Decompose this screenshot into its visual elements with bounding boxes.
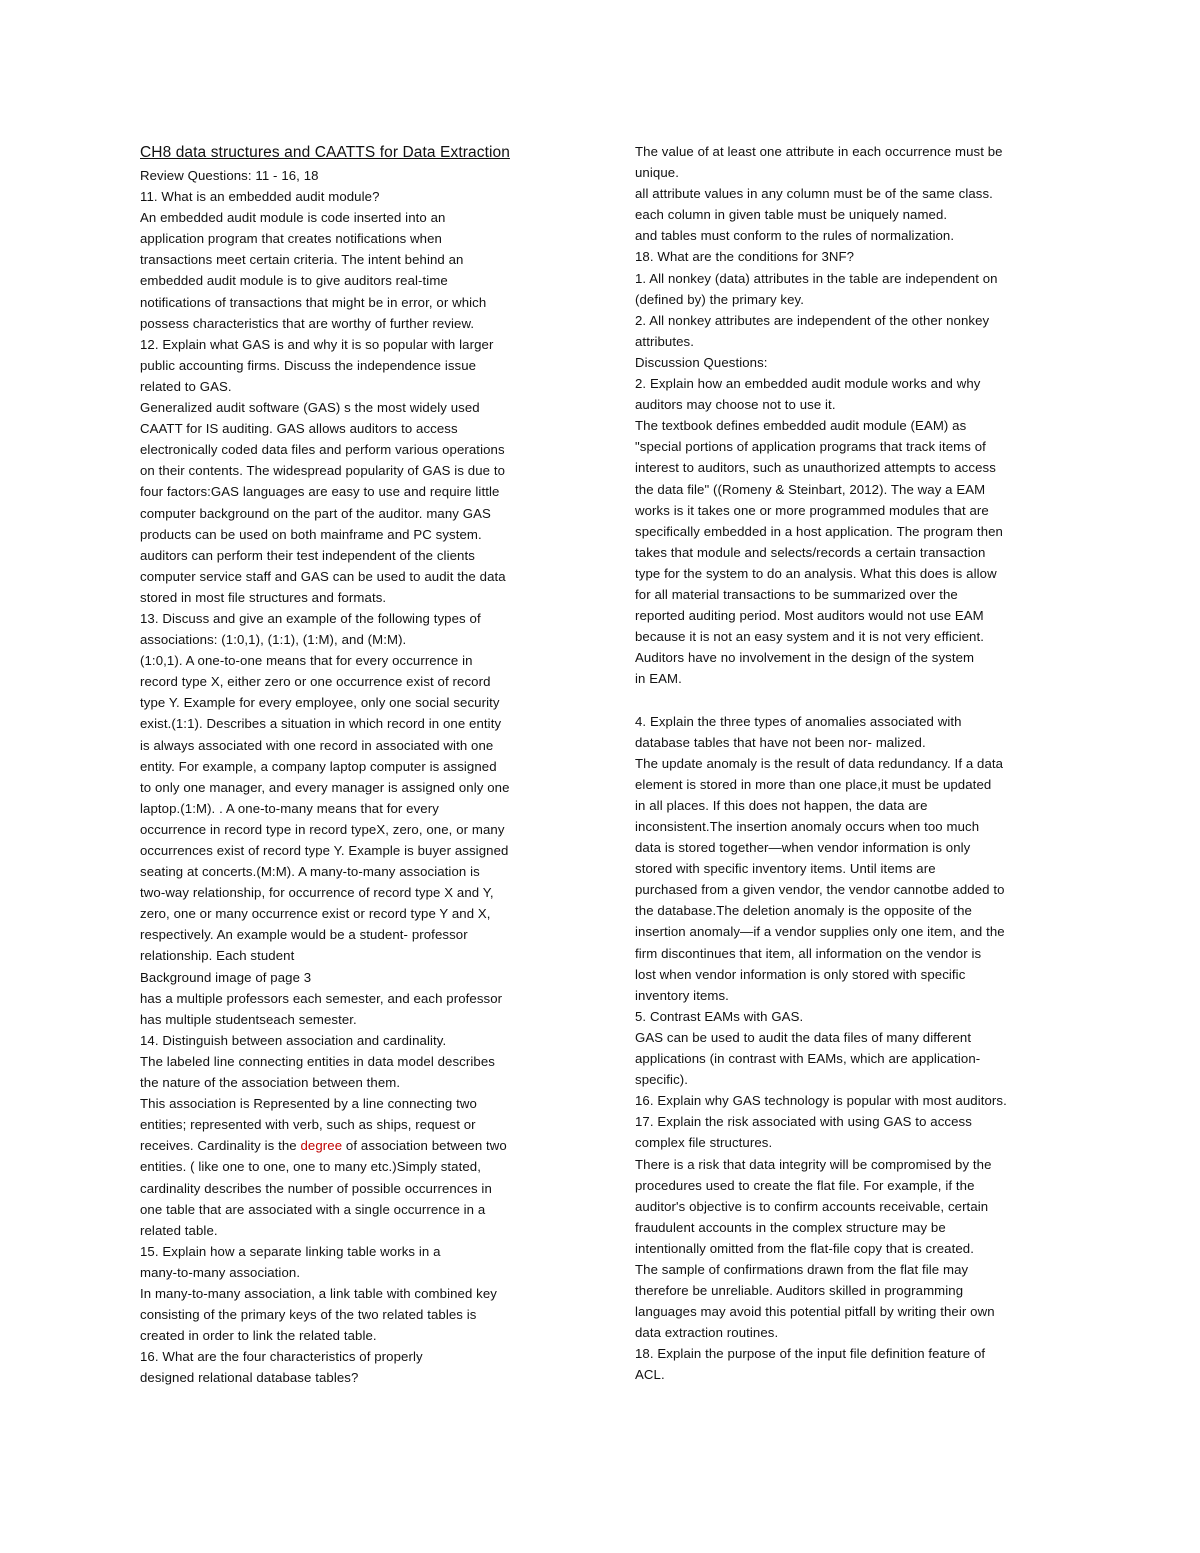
text-line: 14. Distinguish between association and cardinality. [140, 1032, 447, 1048]
text-line: notifications of transactions that might be in error, or which [140, 294, 487, 310]
left-column [140, 141, 568, 1388]
text-line: related table. [140, 1222, 218, 1238]
text-line: insertion anomaly—if a vendor supplies only one item, and the [635, 924, 1005, 940]
text-line: Discussion Questions: [635, 354, 768, 370]
text-line: Auditors have no involvement in the design of the system [635, 650, 975, 666]
text-line: The update anomaly is the result of data redundancy. If a data [635, 755, 1004, 771]
text-line: complex file structures. [635, 1135, 773, 1151]
text-line: the nature of the association between them. [140, 1075, 401, 1091]
text-line: firm discontinues that item, all information on the vendor is [635, 945, 982, 961]
text-line: reported auditing period. Most auditors would not use EAM [635, 608, 984, 624]
text-line: products can be used on both mainframe and PC system. [140, 526, 482, 542]
text-line: stored in most file structures and formats. [140, 589, 387, 605]
text-line: electronically coded data files and perform various operations [140, 442, 505, 458]
text-line: exist.(1:1). Describes a situation in which record in one entity [140, 716, 502, 732]
cardinality-line [140, 1135, 568, 1156]
text-line: seating at concerts.(M:M). A many-to-many association is [140, 864, 480, 880]
cardinality-text-before: receives. Cardinality is the [140, 1138, 301, 1154]
text-line: consisting of the primary keys of the two related tables is [140, 1307, 477, 1323]
text-line: attributes. [635, 333, 695, 349]
text-line: 11. What is an embedded audit module? [140, 189, 380, 205]
text-line: respectively. An example would be a student- professor [140, 927, 468, 943]
text-line: The labeled line connecting entities in data model describes [140, 1053, 495, 1069]
text-line: (1:0,1). A one-to-one means that for every occurrence in [140, 653, 473, 669]
text-line: four factors:GAS languages are easy to use and require little [140, 484, 500, 500]
text-line: all attribute values in any column must be of the same class. [635, 186, 993, 202]
text-line: computer background on the part of the auditor. many GAS [140, 505, 491, 521]
text-line: 18. Explain the purpose of the input file definition feature of [635, 1346, 986, 1362]
text-line: public accounting firms. Discuss the independence issue [140, 357, 477, 373]
text-line: lost when vendor information is only stored with specific [635, 966, 966, 982]
text-line: on their contents. The widespread popularity of GAS is due to [140, 463, 506, 479]
text-line: The textbook defines embedded audit module (EAM) as [635, 418, 967, 434]
text-line: inconsistent.The insertion anomaly occurs when too much [635, 819, 980, 834]
left-column-lines [140, 165, 568, 1135]
text-line: works is it takes one or more programmed modules that are [635, 502, 989, 518]
text-line: 13. Discuss and give an example of the following types of [140, 610, 481, 626]
cardinality-text-after: of association between two [342, 1138, 507, 1154]
text-line: unique. [635, 165, 679, 181]
text-line: zero, one or many occurrence exist or record type Y and X, [140, 906, 491, 922]
text-line: The sample of confirmations drawn from the flat file may [635, 1261, 969, 1277]
text-line: has a multiple professors each semester, and each professor [140, 990, 503, 1006]
text-line: This association is Represented by a line connecting two [140, 1096, 477, 1112]
text-line: auditors can perform their test independent of the clients [140, 547, 475, 563]
text-line: the data file" ((Romeny & Steinbart, 2012). The way a EAM [635, 481, 986, 497]
text-line: fraudulent accounts in the complex structure may be [635, 1219, 946, 1235]
text-line: therefore be unreliable. Auditors skilled in programming [635, 1283, 964, 1299]
text-line: relationship. Each student [140, 948, 295, 964]
text-line: computer service staff and GAS can be used to audit the data [140, 568, 506, 584]
text-line: Generalized audit software (GAS) s the most widely used [140, 400, 480, 416]
paragraph-spacer [635, 689, 1065, 710]
text-line: element is stored in more than one place,it must be updated [635, 776, 992, 792]
text-line: for all material transactions to be summarized over the [635, 586, 958, 602]
text-line: has multiple studentseach semester. [140, 1011, 357, 1027]
text-line: two-way relationship, for occurrence of record type X and Y, [140, 885, 494, 901]
text-line: possess characteristics that are worthy of further review. [140, 315, 475, 331]
text-line: cardinality describes the number of possible occurrences in [140, 1180, 492, 1196]
text-line: 2. All nonkey attributes are independent of the other nonkey [635, 312, 990, 328]
text-line: entities. ( like one to one, one to many etc.)Simply stated, [140, 1159, 481, 1175]
text-line: related to GAS. [140, 378, 232, 394]
text-line: Background image of page 3 [140, 969, 312, 985]
text-line: (defined by) the primary key. [635, 291, 805, 307]
text-line: 12. Explain what GAS is and why it is so popular with larger [140, 336, 494, 352]
text-line: many-to-many association. [140, 1264, 301, 1280]
text-line: specific). [635, 1072, 689, 1088]
text-line: inventory items. [635, 987, 729, 1003]
text-line: associations: (1:0,1), (1:1), (1:M), and (M:M). [140, 632, 407, 648]
text-line: There is a risk that data integrity will be compromised by the [635, 1156, 992, 1172]
text-line: transactions meet certain criteria. The intent behind an [140, 252, 464, 268]
text-line: type for the system to do an analysis. What this does is allow [635, 565, 997, 581]
text-line: in all places. If this does not happen, the data are [635, 797, 928, 813]
text-line: to only one manager, and every manager is assigned only one [140, 779, 510, 795]
text-line: because it is not an easy system and it is not very efficient. [635, 629, 985, 645]
text-line: 16. Explain why GAS technology is popular with most auditors. [635, 1093, 1007, 1109]
text-line: An embedded audit module is code inserted into an [140, 210, 446, 226]
text-line: in EAM. [635, 671, 682, 687]
left-column-tail [140, 1156, 568, 1388]
text-line: auditors may choose not to use it. [635, 397, 836, 413]
text-line: 15. Explain how a separate linking table works in a [140, 1243, 441, 1259]
text-line: record type X, either zero or one occurrence exist of record [140, 674, 491, 690]
document-title: CH8 data structures and CAATTS for Data Extraction [140, 144, 510, 161]
right-column-section-a [635, 141, 1065, 689]
text-line: 2. Explain how an embedded audit module works and why [635, 376, 981, 392]
text-line: In many-to-many association, a link table with combined key [140, 1285, 497, 1301]
right-column [635, 141, 1065, 1386]
text-line: 18. What are the conditions for 3NF? [635, 249, 855, 265]
text-line: The value of at least one attribute in each occurrence must be [635, 144, 1003, 159]
text-line: occurrence in record type in record typeX, zero, one, or many [140, 821, 505, 837]
text-line: data extraction routines. [635, 1325, 779, 1341]
text-line: entities; represented with verb, such as ships, request or [140, 1117, 476, 1133]
text-line: embedded audit module is to give auditors real-time [140, 273, 448, 289]
text-line: each column in given table must be uniquely named. [635, 207, 948, 223]
text-line: 17. Explain the risk associated with using GAS to access [635, 1114, 972, 1130]
text-line: occurrences exist of record type Y. Example is buyer assigned [140, 843, 509, 858]
text-line: specifically embedded in a host application. The program then [635, 523, 1003, 539]
text-line: stored with specific inventory items. Until items are [635, 861, 936, 877]
text-line: ACL. [635, 1367, 665, 1383]
text-line: data is stored together—when vendor information is only [635, 840, 971, 856]
text-line: 4. Explain the three types of anomalies associated with [635, 713, 962, 729]
text-line: the database.The deletion anomaly is the opposite of the [635, 903, 972, 919]
text-line: GAS can be used to audit the data files of many different [635, 1029, 972, 1045]
text-line: applications (in contrast with EAMs, which are application- [635, 1051, 981, 1067]
text-line: application program that creates notifications when [140, 231, 442, 247]
text-line: takes that module and selects/records a certain transaction [635, 544, 986, 560]
right-column-section-b [635, 711, 1065, 1386]
text-line: Review Questions: 11 - 16, 18 [140, 168, 319, 183]
text-line: database tables that have not been nor- malized. [635, 734, 926, 750]
text-line: CAATT for IS auditing. GAS allows auditors to access [140, 421, 458, 437]
text-line: one table that are associated with a single occurrence in a [140, 1201, 486, 1217]
text-line: "special portions of application programs that track items of [635, 439, 986, 455]
text-line: auditor's objective is to confirm accounts receivable, certain [635, 1198, 989, 1214]
text-line: and tables must conform to the rules of normalization. [635, 228, 955, 244]
text-line: laptop.(1:M). . A one-to-many means that for every [140, 800, 439, 816]
text-line: 5. Contrast EAMs with GAS. [635, 1008, 804, 1024]
text-line: type Y. Example for every employee, only one social security [140, 695, 500, 711]
text-line: is always associated with one record in associated with one [140, 737, 494, 753]
text-line: procedures used to create the flat file. For example, if the [635, 1177, 975, 1193]
text-line: 16. What are the four characteristics of properly [140, 1349, 423, 1365]
text-line: entity. For example, a company laptop computer is assigned [140, 758, 497, 774]
text-line: interest to auditors, such as unauthorized attempts to access [635, 460, 996, 476]
text-line: languages may avoid this potential pitfall by writing their own [635, 1304, 995, 1320]
text-line: created in order to link the related table. [140, 1328, 377, 1344]
text-line: intentionally omitted from the flat-file copy that is created. [635, 1240, 974, 1256]
text-line: 1. All nonkey (data) attributes in the table are independent on [635, 270, 998, 286]
text-line: designed relational database tables? [140, 1370, 359, 1386]
text-line: purchased from a given vendor, the vendor cannotbe added to [635, 882, 1005, 898]
degree-highlight: degree [300, 1138, 343, 1154]
